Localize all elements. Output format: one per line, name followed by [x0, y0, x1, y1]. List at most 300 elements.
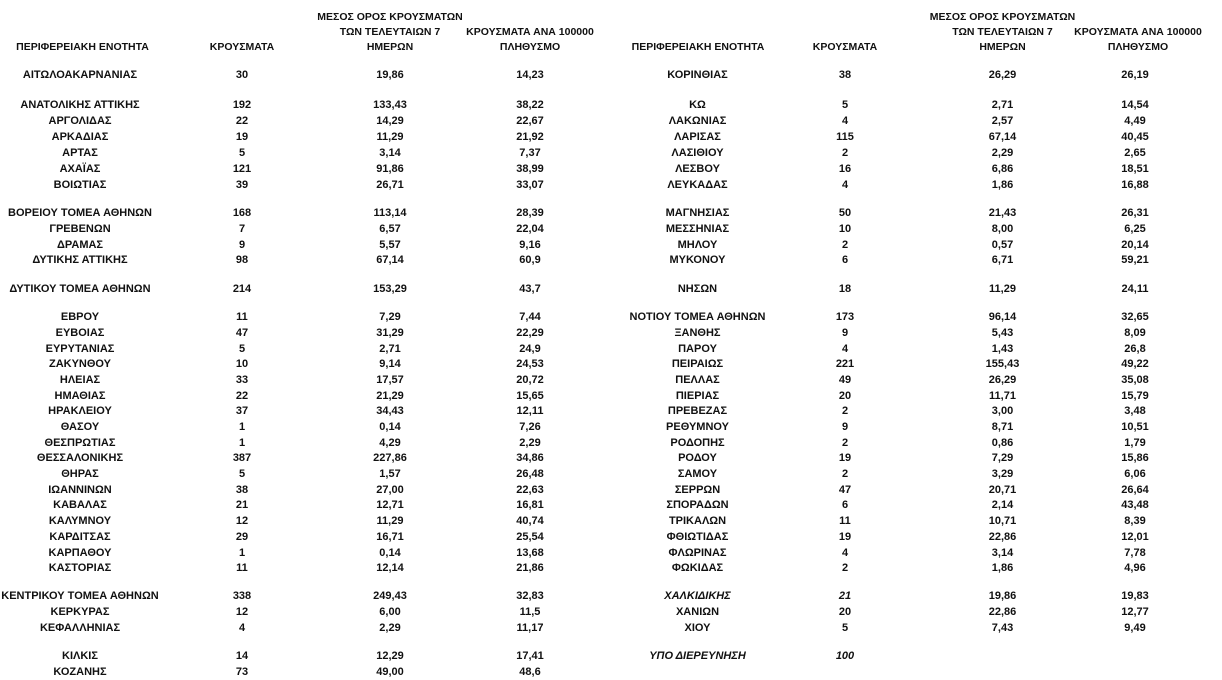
region-cell: ΧΙΟΥ [684, 622, 711, 634]
rate-cell: 22,63 [516, 484, 544, 496]
cases-cell: 1 [238, 437, 246, 449]
avg-cell: 11,29 [989, 283, 1016, 295]
avg-cell: 0,57 [991, 239, 1014, 251]
region-cell: ΚΟΖΑΝΗΣ [53, 666, 107, 678]
region-cell: ΚΩ [689, 99, 706, 111]
table-row [0, 420, 610, 435]
table-row [610, 530, 1222, 545]
table-row [610, 253, 1222, 268]
cases-cell: 38 [235, 484, 249, 496]
avg-cell: 4,29 [379, 437, 401, 449]
avg-cell: 11,29 [376, 131, 404, 143]
avg-cell: 0,86 [991, 437, 1014, 449]
avg-cell: 26,29 [988, 374, 1017, 386]
table-row [610, 282, 1222, 297]
rate-cell: 33,07 [516, 179, 544, 191]
region-cell: ΕΥΡΥΤΑΝΙΑΣ [45, 343, 115, 355]
region-cell: ΖΑΚΥΝΘΟΥ [48, 358, 112, 370]
rate-cell: 10,51 [1121, 421, 1149, 433]
avg-cell: 9,14 [379, 358, 401, 370]
rate-cell: 14,54 [1121, 99, 1149, 111]
table-row [610, 68, 1222, 83]
region-cell: ΚΙΛΚΙΣ [62, 650, 98, 662]
rate-cell: 26,19 [1121, 69, 1149, 81]
rate-cell: 22,67 [516, 115, 544, 127]
cases-cell: 37 [235, 405, 249, 417]
region-cell: ΝΟΤΙΟΥ ΤΟΜΕΑ ΑΘΗΝΩΝ [629, 311, 766, 323]
header-rate: ΚΡΟΥΣΜΑΤΑ ΑΝΑ 100000 ΠΛΗΘΥΣΜΟ [1074, 26, 1202, 53]
cases-cell: 29 [235, 531, 249, 543]
table-row [0, 326, 610, 341]
avg-cell: 16,71 [376, 531, 404, 543]
rate-cell: 28,39 [516, 207, 544, 219]
table-row [0, 238, 610, 253]
cases-cell: 221 [835, 358, 855, 370]
table-row [610, 342, 1222, 357]
cases-cell: 21 [235, 499, 249, 511]
rate-cell: 60,9 [519, 254, 541, 266]
rate-cell: 15,86 [1121, 452, 1149, 464]
region-cell: ΚΕΡΚΥΡΑΣ [50, 606, 110, 618]
cases-cell: 2 [841, 239, 849, 251]
cases-cell: 4 [841, 343, 849, 355]
table-row [610, 561, 1222, 576]
table-row [0, 436, 610, 451]
rate-cell: 12,77 [1121, 606, 1149, 618]
cases-cell: 11 [236, 562, 248, 574]
avg-cell: 49,00 [376, 666, 404, 678]
table-row [0, 546, 610, 561]
avg-cell: 6,00 [379, 606, 401, 618]
rate-cell: 6,25 [1124, 223, 1146, 235]
rate-cell: 7,44 [519, 311, 541, 323]
cases-cell: 10 [838, 223, 852, 235]
rate-cell: 1,79 [1124, 437, 1146, 449]
region-cell: ΜΥΚΟΝΟΥ [669, 254, 726, 266]
cases-cell: 22 [235, 390, 249, 402]
cases-cell: 9 [841, 421, 849, 433]
rate-cell: 11,17 [516, 622, 544, 634]
cases-cell: 22 [235, 115, 249, 127]
rate-cell: 9,16 [519, 239, 541, 251]
rate-cell: 4,96 [1124, 562, 1146, 574]
avg-cell: 0,14 [379, 547, 401, 559]
avg-cell: 3,14 [991, 547, 1014, 559]
cases-cell: 12 [235, 606, 249, 618]
cases-cell: 1 [238, 547, 246, 559]
avg-cell: 2,29 [991, 147, 1014, 159]
rate-cell: 21,86 [516, 562, 544, 574]
rate-cell: 35,08 [1121, 374, 1149, 386]
region-cell: ΙΩΑΝΝΙΝΩΝ [48, 484, 112, 496]
cases-cell: 6 [841, 254, 849, 266]
table-row [0, 206, 610, 221]
table-row [0, 649, 610, 664]
table-row [610, 373, 1222, 388]
table-row [0, 282, 610, 297]
region-cell: ΕΒΡΟΥ [60, 311, 100, 323]
table-row [610, 467, 1222, 482]
table-row [610, 514, 1222, 529]
rate-cell: 15,65 [516, 390, 544, 402]
region-cell: ΡΟΔΟΥ [678, 452, 717, 464]
rate-cell: 26,48 [516, 468, 544, 480]
region-cell: ΜΗΛΟΥ [677, 239, 718, 251]
table-row [0, 467, 610, 482]
rate-cell: 17,41 [516, 650, 544, 662]
table-row [0, 178, 610, 193]
cases-cell: 18 [838, 283, 852, 295]
rate-cell: 22,04 [516, 223, 544, 235]
table-row [0, 162, 610, 177]
table-row [610, 436, 1222, 451]
avg-cell: 8,71 [991, 421, 1014, 433]
rate-cell: 7,78 [1124, 547, 1146, 559]
rate-cell: 38,99 [516, 163, 544, 175]
avg-cell: 19,86 [376, 69, 404, 81]
region-cell: ΚΟΡΙΝΘΙΑΣ [667, 69, 728, 81]
cases-cell: 98 [235, 254, 249, 266]
avg-cell: 153,29 [373, 283, 407, 295]
avg-cell: 27,00 [376, 484, 404, 496]
table-row [610, 498, 1222, 513]
region-cell: ΛΑΣΙΘΙΟΥ [671, 147, 724, 159]
table-row [610, 546, 1222, 561]
rate-cell: 21,92 [516, 131, 544, 143]
header-region: ΠΕΡΙΦΕΡΕΙΑΚΗ ΕΝΟΤΗΤΑ [16, 41, 149, 53]
region-cell: ΠΙΕΡΙΑΣ [675, 390, 720, 402]
rate-cell: 9,49 [1124, 622, 1146, 634]
table-row [610, 162, 1222, 177]
table-row [0, 98, 610, 113]
rate-cell: 12,01 [1121, 531, 1149, 543]
rate-cell: 2,29 [519, 437, 541, 449]
region-cell: ΑΡΓΟΛΙΔΑΣ [48, 115, 112, 127]
table-row [610, 206, 1222, 221]
cases-cell: 14 [235, 650, 249, 662]
region-cell: ΑΧΑΪΑΣ [59, 163, 101, 175]
cases-cell: 6 [841, 499, 849, 511]
cases-cell: 173 [835, 311, 855, 323]
cases-cell: 33 [235, 374, 249, 386]
avg-cell: 22,86 [988, 531, 1017, 543]
avg-cell: 0,14 [379, 421, 401, 433]
rate-cell: 32,83 [516, 590, 544, 602]
avg-cell: 249,43 [373, 590, 407, 602]
avg-cell: 7,29 [991, 452, 1014, 464]
cases-cell: 21 [838, 590, 852, 602]
region-cell: ΚΕΦΑΛΛΗΝΙΑΣ [39, 622, 121, 634]
region-cell: ΚΕΝΤΡΙΚΟΥ ΤΟΜΕΑ ΑΘΗΝΩΝ [1, 590, 159, 602]
header-cases: ΚΡΟΥΣΜΑΤΑ [209, 41, 275, 53]
table-row [610, 420, 1222, 435]
table-row [610, 98, 1222, 113]
cases-cell: 10 [235, 358, 249, 370]
cases-cell: 20 [838, 606, 852, 618]
avg-cell: 7,43 [991, 622, 1014, 634]
avg-cell: 227,86 [373, 452, 407, 464]
rate-cell: 20,14 [1121, 239, 1149, 251]
table-row [0, 373, 610, 388]
avg-cell: 1,57 [379, 468, 401, 480]
avg-cell: 11,29 [376, 515, 404, 527]
region-cell: ΛΑΚΩΝΙΑΣ [668, 115, 727, 127]
rate-cell: 49,22 [1121, 358, 1149, 370]
avg-cell: 2,71 [379, 343, 401, 355]
avg-cell: 26,29 [988, 69, 1017, 81]
region-cell: ΚΑΡΔΙΤΣΑΣ [49, 531, 111, 543]
region-cell: ΛΕΣΒΟΥ [675, 163, 720, 175]
avg-cell: 3,00 [991, 405, 1014, 417]
avg-cell: 6,57 [379, 223, 401, 235]
cases-cell: 2 [841, 468, 849, 480]
region-cell: ΚΑΣΤΟΡΙΑΣ [48, 562, 112, 574]
cases-cell: 39 [235, 179, 249, 191]
avg-cell: 133,43 [373, 99, 407, 111]
rate-cell: 40,74 [516, 515, 544, 527]
header-cases: ΚΡΟΥΣΜΑΤΑ [812, 41, 878, 53]
region-cell: ΔΡΑΜΑΣ [56, 239, 104, 251]
avg-cell: 155,43 [985, 358, 1020, 370]
table-row [0, 222, 610, 237]
avg-cell: 6,86 [991, 163, 1014, 175]
avg-cell: 8,00 [991, 223, 1014, 235]
cases-cell: 11 [839, 515, 851, 527]
region-cell: ΣΕΡΡΩΝ [674, 484, 721, 496]
table-row [610, 310, 1222, 325]
table-row [610, 146, 1222, 161]
region-cell: ΠΑΡΟΥ [678, 343, 717, 355]
avg-cell: 67,14 [988, 131, 1017, 143]
avg-cell: 10,71 [988, 515, 1017, 527]
region-cell: ΒΟΡΕΙΟΥ ΤΟΜΕΑ ΑΘΗΝΩΝ [8, 207, 152, 219]
cases-cell: 19 [838, 531, 852, 543]
rate-cell: 2,65 [1124, 147, 1146, 159]
region-cell: ΞΑΝΘΗΣ [674, 327, 721, 339]
region-cell: ΠΕΛΛΑΣ [675, 374, 720, 386]
region-cell: ΘΕΣΠΡΩΤΙΑΣ [44, 437, 116, 449]
cases-cell: 11 [236, 311, 248, 323]
avg-cell: 2,71 [991, 99, 1014, 111]
header-region: ΠΕΡΙΦΕΡΕΙΑΚΗ ΕΝΟΤΗΤΑ [631, 41, 765, 53]
region-cell: ΗΛΕΙΑΣ [59, 374, 101, 386]
rate-cell: 43,48 [1121, 499, 1149, 511]
avg-cell: 21,29 [376, 390, 404, 402]
table-row [610, 389, 1222, 404]
avg-cell: 2,57 [991, 115, 1014, 127]
avg-cell: 3,14 [379, 147, 401, 159]
avg-cell: 5,43 [991, 327, 1014, 339]
cases-cell: 47 [235, 327, 249, 339]
table-row [610, 451, 1222, 466]
avg-cell: 22,86 [988, 606, 1017, 618]
cases-cell: 100 [835, 650, 855, 662]
region-cell: ΜΕΣΣΗΝΙΑΣ [665, 223, 730, 235]
avg-cell: 113,14 [373, 207, 407, 219]
region-cell: ΜΑΓΝΗΣΙΑΣ [665, 207, 730, 219]
table-row [610, 605, 1222, 620]
rate-cell: 24,9 [519, 343, 541, 355]
region-cell: ΝΗΣΩΝ [677, 283, 718, 295]
rate-cell: 26,31 [1121, 207, 1149, 219]
cases-cell: 5 [238, 468, 246, 480]
header-rate: ΚΡΟΥΣΜΑΤΑ ΑΝΑ 100000 ΠΛΗΘΥΣΜΟ [466, 26, 594, 53]
region-cell: ΕΥΒΟΙΑΣ [55, 327, 105, 339]
cases-cell: 5 [238, 147, 246, 159]
table-row [610, 357, 1222, 372]
avg-cell: 12,29 [376, 650, 404, 662]
header-avg: ΜΕΣΟΣ ΟΡΟΣ ΚΡΟΥΣΜΑΤΩΝ ΤΩΝ ΤΕΛΕΥΤΑΙΩΝ 7 ΗΜΕΡΩΝ [929, 11, 1076, 53]
avg-cell: 14,29 [376, 115, 404, 127]
avg-cell: 5,57 [379, 239, 401, 251]
rate-cell: 43,7 [519, 283, 541, 295]
cases-cell: 214 [232, 283, 252, 295]
rate-cell: 24,11 [1121, 283, 1149, 295]
cases-cell: 9 [238, 239, 246, 251]
cases-cell: 2 [841, 405, 849, 417]
cases-cell: 387 [232, 452, 252, 464]
avg-cell: 6,71 [991, 254, 1014, 266]
table-row [610, 621, 1222, 636]
rate-cell: 34,86 [516, 452, 544, 464]
cases-cell: 30 [235, 69, 249, 81]
region-cell: ΛΕΥΚΑΔΑΣ [667, 179, 728, 191]
region-cell: ΡΟΔΟΠΗΣ [670, 437, 725, 449]
cases-cell: 16 [838, 163, 852, 175]
rate-cell: 32,65 [1121, 311, 1149, 323]
avg-cell: 17,57 [376, 374, 404, 386]
region-cell: ΔΥΤΙΚΗΣ ΑΤΤΙΚΗΣ [32, 254, 128, 266]
avg-cell: 91,86 [376, 163, 404, 175]
rate-cell: 7,37 [519, 147, 541, 159]
table-row [0, 357, 610, 372]
avg-cell: 21,43 [988, 207, 1017, 219]
rate-cell: 8,09 [1124, 327, 1146, 339]
rate-cell: 38,22 [516, 99, 544, 111]
rate-cell: 7,26 [519, 421, 541, 433]
table-row [0, 605, 610, 620]
avg-cell: 19,86 [988, 590, 1017, 602]
rate-cell: 22,29 [516, 327, 544, 339]
cases-cell: 19 [838, 452, 852, 464]
header-avg: ΜΕΣΟΣ ΟΡΟΣ ΚΡΟΥΣΜΑΤΩΝ ΤΩΝ ΤΕΛΕΥΤΑΙΩΝ 7 ΗΜΕΡΩΝ [317, 11, 463, 53]
table-row [610, 326, 1222, 341]
avg-cell: 2,14 [991, 499, 1014, 511]
rate-cell: 14,23 [516, 69, 544, 81]
avg-cell: 26,71 [376, 179, 404, 191]
region-cell: ΒΟΙΩΤΙΑΣ [53, 179, 107, 191]
table-row [0, 146, 610, 161]
avg-cell: 12,71 [376, 499, 404, 511]
rate-cell: 3,48 [1124, 405, 1146, 417]
region-cell: ΗΜΑΘΙΑΣ [54, 390, 106, 402]
cases-cell: 20 [838, 390, 852, 402]
region-cell: ΧΑΝΙΩΝ [675, 606, 720, 618]
cases-cell: 115 [836, 131, 854, 143]
avg-cell: 3,29 [991, 468, 1014, 480]
cases-cell: 2 [841, 437, 849, 449]
table-row [610, 404, 1222, 419]
cases-cell: 4 [841, 179, 849, 191]
cases-cell: 38 [838, 69, 852, 81]
cases-cell: 4 [238, 622, 246, 634]
rate-cell: 18,51 [1121, 163, 1149, 175]
rate-cell: 15,79 [1121, 390, 1149, 402]
region-cell: ΤΡΙΚΑΛΩΝ [668, 515, 727, 527]
rate-cell: 40,45 [1121, 131, 1149, 143]
table-row [0, 253, 610, 268]
rate-cell: 19,83 [1121, 590, 1149, 602]
rate-cell: 13,68 [516, 547, 544, 559]
table-row [610, 238, 1222, 253]
table-row [610, 649, 1222, 664]
region-cell: ΠΕΙΡΑΙΩΣ [671, 358, 724, 370]
region-cell: ΘΕΣΣΑΛΟΝΙΚΗΣ [36, 452, 124, 464]
region-cell: ΑΡΚΑΔΙΑΣ [51, 131, 109, 143]
region-cell: ΡΕΘΥΜΝΟΥ [666, 421, 729, 433]
avg-cell: 7,29 [379, 311, 401, 323]
cases-cell: 2 [841, 562, 849, 574]
table-row [610, 222, 1222, 237]
table-row [610, 130, 1222, 145]
table-row [0, 561, 610, 576]
avg-cell: 1,86 [991, 562, 1014, 574]
rate-cell: 12,11 [516, 405, 544, 417]
region-cell: ΑΡΤΑΣ [62, 147, 98, 159]
table-row [0, 342, 610, 357]
table-row [0, 68, 610, 83]
table-row [0, 114, 610, 129]
table-row [0, 483, 610, 498]
cases-cell: 9 [841, 327, 849, 339]
table-row [0, 498, 610, 513]
region-cell: ΚΑΡΠΑΘΟΥ [48, 547, 112, 559]
rate-cell: 6,06 [1124, 468, 1146, 480]
region-cell: ΔΥΤΙΚΟΥ ΤΟΜΕΑ ΑΘΗΝΩΝ [9, 283, 151, 295]
rate-cell: 16,81 [516, 499, 544, 511]
region-cell: ΗΡΑΚΛΕΙΟΥ [48, 405, 112, 417]
cases-cell: 19 [235, 131, 249, 143]
region-cell: ΘΑΣΟΥ [60, 421, 100, 433]
rate-cell: 16,88 [1121, 179, 1149, 191]
cases-cell: 192 [232, 99, 252, 111]
cases-cell: 4 [841, 547, 849, 559]
table-row [0, 130, 610, 145]
avg-cell: 12,14 [376, 562, 404, 574]
region-cell: ΣΠΟΡΑΔΩΝ [666, 499, 729, 511]
cases-cell: 4 [841, 115, 849, 127]
table-row [0, 404, 610, 419]
rate-cell: 24,53 [516, 358, 544, 370]
rate-cell: 26,8 [1124, 343, 1146, 355]
avg-cell: 67,14 [376, 254, 404, 266]
region-cell: ΚΑΛΥΜΝΟΥ [48, 515, 112, 527]
region-cell: ΦΩΚΙΔΑΣ [671, 562, 724, 574]
rate-cell: 59,21 [1121, 254, 1149, 266]
cases-cell: 49 [838, 374, 852, 386]
region-cell: ΦΛΩΡΙΝΑΣ [668, 547, 727, 559]
cases-cell: 50 [838, 207, 852, 219]
cases-cell: 12 [235, 515, 249, 527]
cases-cell: 2 [841, 147, 849, 159]
cases-cell: 121 [232, 163, 252, 175]
region-cell: ΣΑΜΟΥ [677, 468, 718, 480]
rate-cell: 25,54 [516, 531, 544, 543]
region-cell: ΠΡΕΒΕΖΑΣ [667, 405, 728, 417]
avg-cell: 2,29 [379, 622, 401, 634]
region-cell: ΘΗΡΑΣ [61, 468, 99, 480]
table-row [610, 589, 1222, 604]
